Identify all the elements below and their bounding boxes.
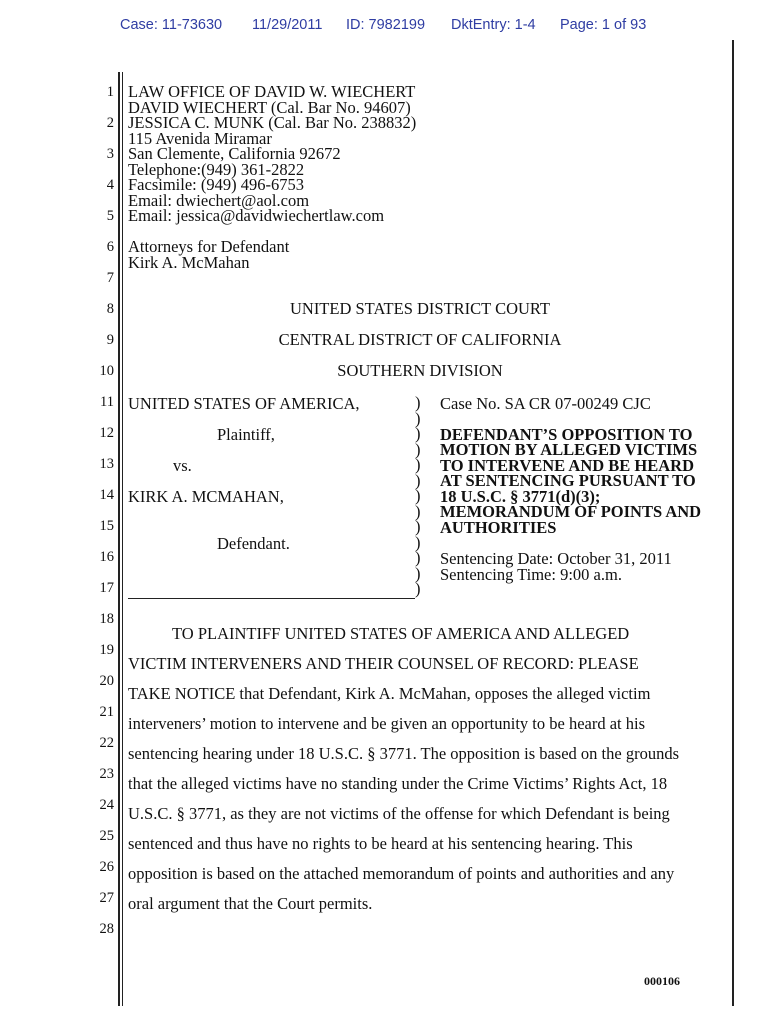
body-line: U.S.C. § 3771, as they are not victims of the offense for which Defendant is being [128, 804, 670, 823]
left-margin-rule-inner [122, 72, 124, 1006]
header-id: ID: 7982199 [346, 17, 426, 33]
header-date: 11/29/2011 [252, 17, 323, 33]
line-number: 14 [99, 487, 114, 503]
line-number: 17 [99, 580, 114, 596]
line-number: 7 [106, 270, 114, 286]
line-number: 20 [99, 673, 114, 689]
attorney-name: DAVID WIECHERT (Cal. Bar No. 94607) [128, 98, 411, 117]
left-margin-rule-outer [118, 72, 120, 1006]
document-title-line: DEFENDANT’S OPPOSITION TO [440, 425, 693, 444]
line-number: 13 [99, 456, 114, 472]
body-line: VICTIM INTERVENERS AND THEIR COUNSEL OF RECORD: PLEASE [128, 654, 639, 673]
line-number: 4 [106, 177, 114, 193]
attorneys-for-client: Kirk A. McMahan [128, 253, 250, 272]
attorney-facsimile: Facsimile: (949) 496-6753 [128, 175, 304, 194]
header-page: Page: 1 of 93 [560, 17, 647, 33]
header-dkt: DktEntry: 1-4 [451, 17, 536, 33]
line-number: 25 [99, 828, 114, 844]
line-number: 18 [99, 611, 114, 627]
caption-paren-column: ) ) ) ) ) ) ) ) ) ) ) ) ) [415, 393, 421, 598]
line-number: 5 [106, 208, 114, 224]
line-number: 19 [99, 642, 114, 658]
line-number: 24 [99, 797, 114, 813]
body-line: TO PLAINTIFF UNITED STATES OF AMERICA AND ALLEGED [172, 624, 630, 643]
line-number: 11 [100, 394, 114, 410]
line-number: 23 [99, 766, 114, 782]
line-number: 12 [99, 425, 114, 441]
attorney-telephone: Telephone:(949) 361-2822 [128, 160, 305, 179]
line-number: 15 [99, 518, 114, 534]
sentencing-time: Sentencing Time: 9:00 a.m. [440, 565, 622, 584]
caption-defendant-role: Defendant. [217, 534, 290, 553]
document-title-line: 18 U.S.C. § 3771(d)(3); [440, 487, 601, 506]
document-title-line: TO INTERVENE AND BE HEARD [440, 456, 695, 475]
line-number: 3 [106, 146, 114, 162]
line-number: 28 [99, 921, 114, 937]
right-margin-rule [732, 40, 734, 1006]
attorney-email: Email: dwiechert@aol.com [128, 191, 310, 210]
attorneys-for-label: Attorneys for Defendant [128, 237, 290, 256]
line-number: 27 [99, 890, 114, 906]
caption-plaintiff-name: UNITED STATES OF AMERICA, [128, 394, 360, 413]
court-district: CENTRAL DISTRICT OF CALIFORNIA [278, 330, 562, 349]
line-number: 10 [99, 363, 114, 379]
document-title-line: AT SENTENCING PURSUANT TO [440, 471, 696, 490]
attorney-email: Email: jessica@davidwiechertlaw.com [128, 206, 385, 225]
caption-vs: vs. [173, 456, 192, 475]
body-line: oral argument that the Court permits. [128, 894, 373, 913]
body-line: TAKE NOTICE that Defendant, Kirk A. McMahan, opposes the alleged victim [128, 684, 651, 703]
body-line: sentenced and thus have no rights to be heard at his sentencing hearing. This [128, 834, 633, 853]
document-title-line: MEMORANDUM OF POINTS AND [440, 502, 702, 521]
document-title-line: AUTHORITIES [440, 518, 557, 537]
court-name: UNITED STATES DISTRICT COURT [289, 299, 550, 318]
line-number: 22 [99, 735, 114, 751]
filing-header [0, 17, 770, 39]
body-line: interveners’ motion to intervene and be given an opportunity to be heard at his [128, 714, 646, 733]
sentencing-date: Sentencing Date: October 31, 2011 [440, 549, 672, 568]
line-number: 21 [99, 704, 114, 720]
attorney-address: 115 Avenida Miramar [128, 129, 272, 148]
line-number: 9 [106, 332, 114, 348]
attorney-firm: LAW OFFICE OF DAVID W. WIECHERT [128, 82, 416, 101]
document-title-line: MOTION BY ALLEGED VICTIMS [440, 440, 698, 459]
attorney-city: San Clemente, California 92672 [128, 144, 341, 163]
line-number: 26 [99, 859, 114, 875]
line-number: 8 [106, 301, 114, 317]
case-number: Case No. SA CR 07-00249 CJC [440, 394, 651, 413]
caption-underline [128, 598, 415, 599]
caption-defendant-name: KIRK A. MCMAHAN, [128, 487, 284, 506]
line-number: 16 [99, 549, 114, 565]
body-line: opposition is based on the attached memorandum of points and authorities and any [128, 864, 675, 883]
body-line: sentencing hearing under 18 U.S.C. § 3771. The opposition is based on the grounds [128, 744, 680, 763]
attorney-name: JESSICA C. MUNK (Cal. Bar No. 238832) [128, 113, 417, 132]
header-case: Case: 11-73630 [120, 17, 223, 33]
caption-plaintiff-role: Plaintiff, [217, 425, 275, 444]
line-number: 6 [106, 239, 114, 255]
bates-number: 000106 [644, 974, 680, 988]
body-line: that the alleged victims have no standing under the Crime Victims’ Rights Act, 18 [128, 774, 668, 793]
court-division: SOUTHERN DIVISION [337, 361, 503, 380]
line-number: 2 [106, 115, 114, 131]
line-number: 1 [106, 84, 114, 100]
